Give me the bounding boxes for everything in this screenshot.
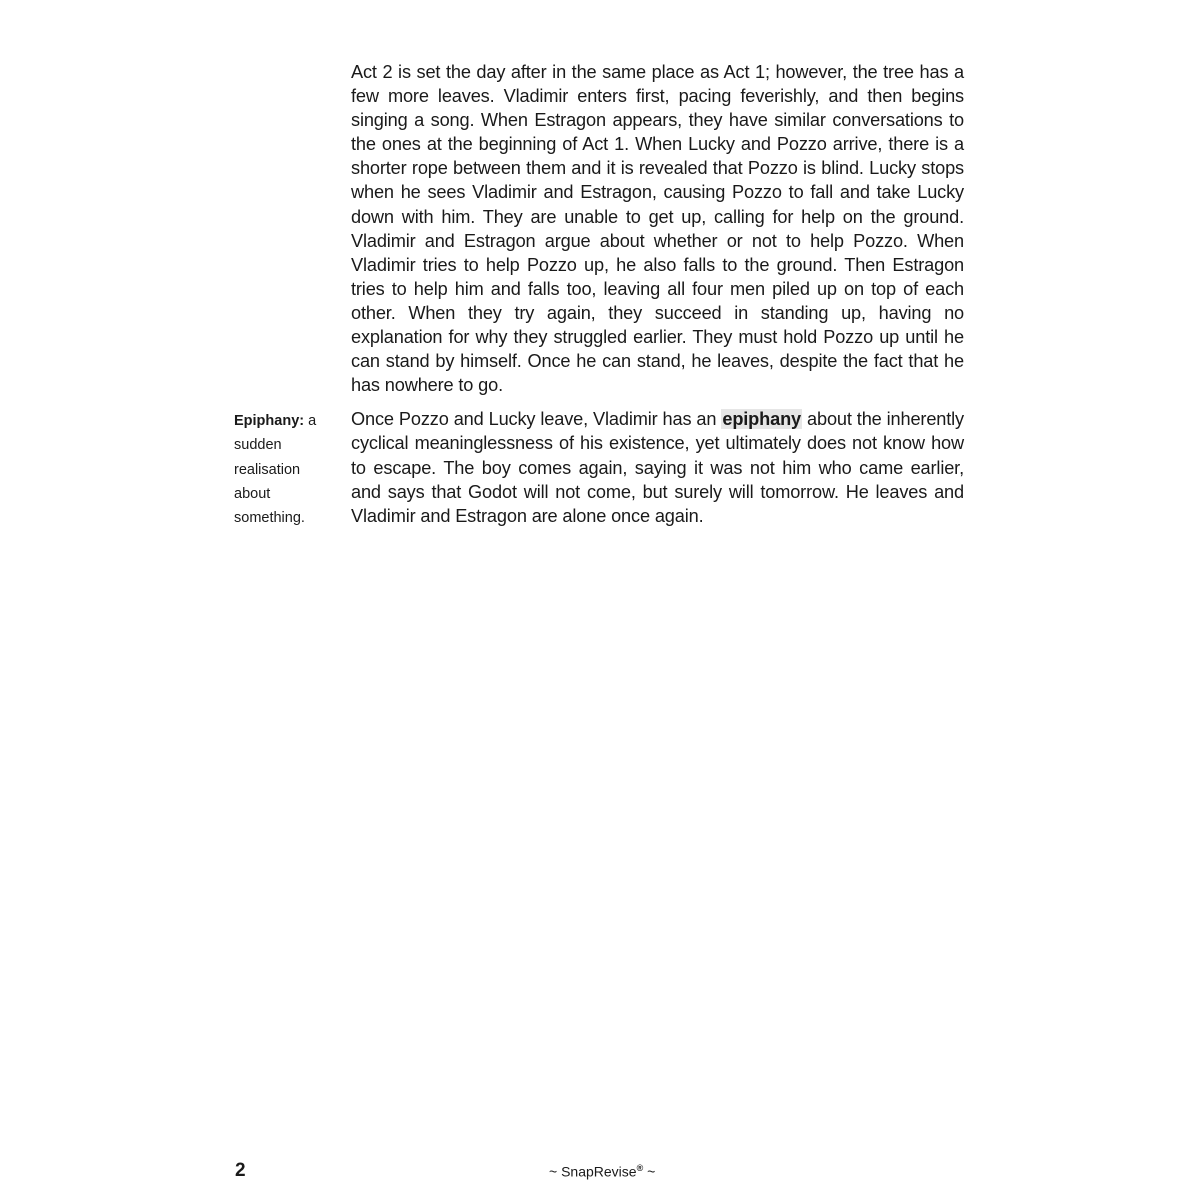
page-number: 2 — [235, 1160, 246, 1181]
paragraph-act2-summary: Act 2 is set the day after in the same place as Act 1; however, the tree has a few more leaves. Vladimir enters first, pacing feverishly, and then begins singing a song. When Estragon appears, they have similar conversations to the ones at the beginning of Act 1. When Lucky and Pozzo arrive, there is a shorter rope between them and it is revealed that Pozzo is blind. Lucky stops when he sees Vladimir and Estragon, causing Pozzo to fall and take Lucky down with him. They are unable to get up, calling for help on the ground. Vladimir and Estragon argue about whether or not to help Pozzo. When Vladimir tries to help Pozzo up, he also falls to the ground. Then Estragon tries to help him and falls too, leaving all four men piled up on top of each other. When they try again, they succeed in standing up, having no explanation for why they struggled earlier. They must hold Pozzo up until he can stand by himself. Once he can stand, he leaves, despite the fact that he has nowhere to go. — [351, 62, 964, 396]
margin-definition — [234, 409, 334, 529]
paragraph-text: about the inherently cyclical meaninglessness of his existence, yet ultimately does not know how to escape. The boy comes again, saying it was not him who came earlier, and says that Godot will not come, but surely will tomorrow. He leaves and Vladimir and Estragon are alone once again. — [351, 409, 964, 526]
paragraph-row-epiphany — [234, 407, 964, 527]
paragraph-text: Once Pozzo and Lucky leave, Vladimir has an — [351, 409, 722, 430]
definition-text: a sudden realisation about something. — [234, 413, 317, 526]
paragraph-epiphany — [351, 407, 964, 527]
registered-mark: ® — [636, 1163, 644, 1173]
footer-brand — [549, 1163, 655, 1180]
definition-term: Epiphany: — [234, 413, 305, 430]
brand-name: ~ SnapRevise — [549, 1163, 637, 1180]
highlighted-keyword: epiphany — [722, 409, 801, 430]
main-content — [234, 60, 964, 528]
brand-tilde: ~ — [643, 1163, 656, 1180]
